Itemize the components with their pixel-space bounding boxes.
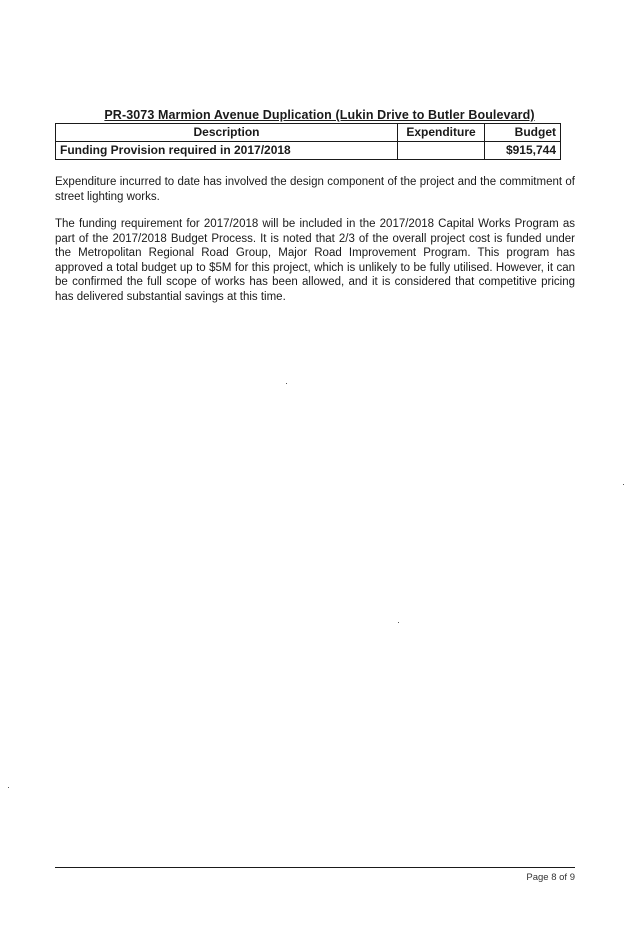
column-header-expenditure: Expenditure xyxy=(398,124,485,142)
table-header-row xyxy=(56,124,561,142)
budget-table xyxy=(55,123,561,160)
page-title: PR-3073 Marmion Avenue Duplication (Lukin Drive to Butler Boulevard) xyxy=(104,108,535,122)
scan-speck xyxy=(8,787,9,788)
page-number: Page 8 of 9 xyxy=(526,872,575,883)
column-header-budget: Budget xyxy=(485,124,561,142)
table-row xyxy=(56,142,561,160)
paragraph-funding: The funding requirement for 2017/2018 will be included in the 2017/2018 Capital Works Program as part of the 2017/2018 Budget Process. It is noted that 2/3 of the overall project cost is funded under the Metropolitan Regional Road Group, Major Road Improvement Program. This program has approved a total budget up to $5M for this project, which is unlikely to be fully utilised. However, it can be confirmed the full scope of works has been allowed, and it is considered that competitive pricing has delivered substantial savings at this time. xyxy=(55,218,575,303)
row-budget-cell: $915,744 xyxy=(485,142,561,160)
scan-speck xyxy=(623,484,624,485)
footer-divider xyxy=(55,867,575,868)
paragraph-expenditure: Expenditure incurred to date has involved the design component of the project and the commitment of street lighting works. xyxy=(55,176,575,203)
column-header-description: Description xyxy=(56,124,398,142)
scan-speck xyxy=(286,383,287,384)
row-description-cell: Funding Provision required in 2017/2018 xyxy=(56,142,398,160)
scan-speck xyxy=(398,622,399,623)
row-expenditure-cell xyxy=(398,142,485,160)
